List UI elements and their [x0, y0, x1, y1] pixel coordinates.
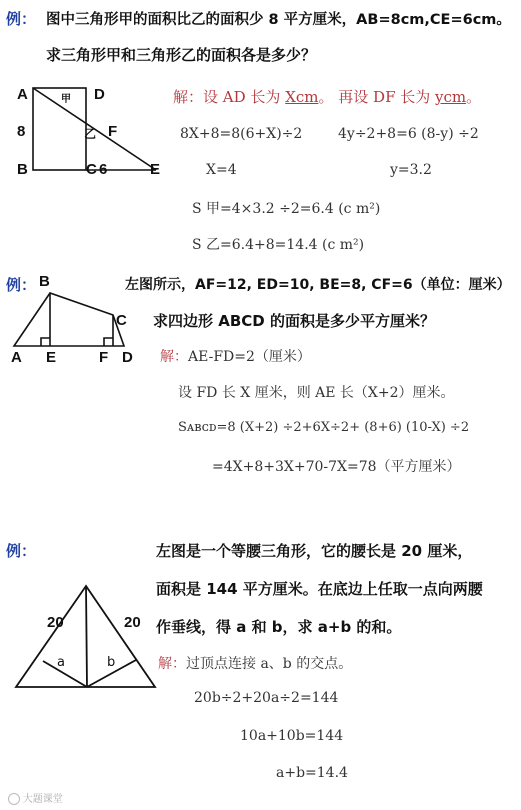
- ex1-point-c: C: [86, 161, 97, 178]
- ex3-label-a: a: [57, 655, 65, 670]
- ex2-point-d: D: [122, 349, 133, 366]
- ex3-question-line3: 作垂线，得 a 和 b，求 a+b 的和。: [156, 618, 402, 636]
- ex1-point-a: A: [17, 86, 28, 103]
- ex1-length-ce: 6: [99, 161, 108, 178]
- ex1-solution-setup: 解：设 AD 长为 Xcm。 再设 DF 长为 ycm。: [173, 88, 482, 106]
- ex1-equation-left: 8X+8=8(6+X)÷2: [180, 126, 303, 142]
- ex3-vertex-to-base-point: [86, 586, 87, 687]
- ex3-solution-label: 解：: [158, 656, 186, 672]
- ex1-area-jia: S 甲=4×3.2 ÷2=6.4 (c m²): [192, 201, 381, 217]
- ex3-equation-2: 10a+10b=144: [240, 728, 344, 744]
- ex1-solution-label: 解：: [173, 88, 204, 106]
- ex1-label-yi: 乙: [84, 127, 97, 141]
- ex2-point-c: C: [116, 312, 127, 329]
- ex2-question-line1: 左图所示，AF=12, ED=10, BE=8, CF=6（单位：厘米）: [125, 277, 511, 293]
- ex1-point-d: D: [94, 86, 105, 103]
- ex1-label: 例：: [6, 10, 37, 28]
- ex3-equation-3: a+b=14.4: [276, 765, 348, 781]
- ex2-solution-line2: 设 FD 长 X 厘米，则 AE 长（X+2）厘米。: [178, 385, 455, 401]
- ex3-side-left-length: 20: [47, 614, 64, 631]
- ex2-solution-line4: =4X+8+3X+70-7X=78（平方厘米）: [212, 459, 461, 475]
- ex2-point-a: A: [11, 349, 22, 366]
- ex1-length-ab: 8: [17, 123, 26, 140]
- ex1-y-value: y=3.2: [390, 162, 432, 178]
- watermark-logo: 大题课堂: [8, 790, 63, 805]
- ex2-point-b: B: [39, 273, 50, 290]
- ex1-area-yi: S 乙=6.4+8=14.4 (c m²): [192, 237, 365, 253]
- ex3-label-b: b: [107, 655, 116, 670]
- ex1-label-jia: 甲: [61, 94, 71, 105]
- watermark-icon: [8, 793, 20, 805]
- ex1-point-e: E: [150, 161, 161, 178]
- ex2-solution-label: 解：: [160, 349, 188, 365]
- ex3-label: 例：: [6, 542, 37, 560]
- ex2-label: 例：: [6, 276, 37, 294]
- ex3-question-line2: 面积是 144 平方厘米。在底边上任取一点向两腰: [156, 580, 483, 598]
- ex3-perpendicular-a: [43, 661, 87, 687]
- ex3-solution-line1: 解：过顶点连接 a、b 的交点。: [158, 656, 353, 672]
- ex2-solution-line3: Sᴀʙᴄᴅ=8 (X+2) ÷2+6X÷2+ (8+6) (10-X) ÷2: [178, 420, 470, 435]
- ex2-point-e: E: [46, 349, 57, 366]
- ex1-equation-right: 4y÷2+8=6 (8-y) ÷2: [338, 126, 479, 142]
- ex3-side-right-length: 20: [124, 614, 141, 631]
- ex1-question-line2: 求三角形甲和三角形乙的面积各是多少？: [46, 46, 317, 64]
- ex3-equation-1: 20b÷2+20a÷2=144: [194, 690, 339, 706]
- ex1-point-b: B: [17, 161, 28, 178]
- ex3-question-line1: 左图是一个等腰三角形，它的腰长是 20 厘米，: [156, 542, 473, 560]
- ex2-solution-line1: 解：AE-FD=2（厘米）: [160, 349, 311, 365]
- ex1-x-value: X=4: [206, 162, 237, 178]
- ex2-question-line2: 求四边形 ABCD 的面积是多少平方厘米？: [153, 312, 435, 330]
- ex2-point-f: F: [99, 349, 109, 366]
- ex1-var-x: Xcm: [285, 88, 319, 106]
- ex1-point-f: F: [108, 123, 118, 140]
- ex1-var-y: ycm: [435, 88, 467, 106]
- ex1-question-line1: 图中三角形甲的面积比乙的面积少 8 平方厘米，AB=8cm,CE=6cm。: [46, 12, 511, 28]
